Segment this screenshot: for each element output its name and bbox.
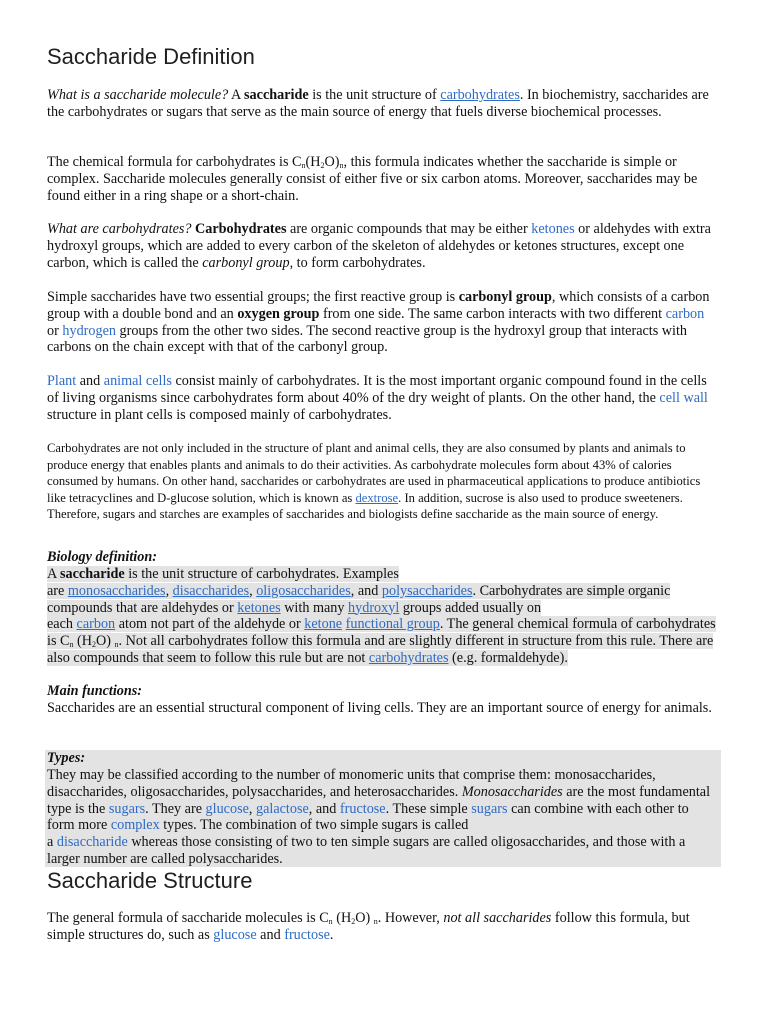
paragraph-general-formula: The general formula of saccharide molecules is $C_n$ $(H_2O)$ $_n$. However, not all saccharides follow this formula, but simple structures do, such as glucose and fructose. <box>47 910 690 943</box>
link-disaccharides[interactable]: disaccharides <box>172 582 250 599</box>
link-galactose[interactable]: galactose <box>255 800 309 817</box>
link-ketones-bio[interactable]: ketones <box>237 599 281 616</box>
link-functional-group[interactable]: functional group <box>345 616 440 633</box>
link-hydroxyl[interactable]: hydroxyl <box>348 599 400 616</box>
link-carbon-bio[interactable]: carbon <box>76 616 116 633</box>
link-disaccharide[interactable]: disaccharide <box>56 834 128 851</box>
link-glucose[interactable]: glucose <box>205 800 249 817</box>
question-text: What are carbohydrates? <box>47 221 192 237</box>
paragraph-chemical-formula: The chemical formula for carbohydrates is $C_n(H_2O)_n$, this formula indicates whether the saccharide is simple or complex. Saccharide molecules generally consist of either five or six carbon atoms. Moreover, saccharides may be found either in a ring shape or a short-chain. <box>47 154 698 204</box>
main-functions-heading: Main functions: <box>47 683 143 699</box>
biology-definition-heading: Biology definition: <box>47 549 157 565</box>
link-fructose[interactable]: fructose <box>339 800 386 817</box>
paragraph-saccharide-molecule: What is a saccharide molecule? A saccharide is the unit structure of carbohydrates. In biochemistry, saccharides are the carbohydrates or sugars that serve as the main source of energy that fuels diverse biochemical processes. <box>47 87 709 120</box>
link-carbohydrates[interactable]: carbohydrates <box>440 87 520 103</box>
link-carbon[interactable]: carbon <box>665 305 705 322</box>
link-sugars-2[interactable]: sugars <box>471 800 508 817</box>
link-dextrose[interactable]: dextrose <box>355 490 399 505</box>
paragraph-carbohydrate-uses: Carbohydrates are not only included in the structure of plant and animal cells, they are also consumed by plants and animals to produce energy that enables plants and animals to do their activities. As carbohydrate molecules form about 43% of calories consumed by humans. On other hand, saccharides or carbohydrates are used in pharmaceutical applications to produce antibiotics like tetracyclines and D-glucose solution, which is known as dextrose. In addition, sucrose is also used to produce sweeteners. Therefore, sugars and starches are examples of saccharides and biologists define saccharide as the main source of energy. <box>47 441 701 521</box>
question-text: What is a saccharide molecule? <box>47 87 229 103</box>
link-plant[interactable]: Plant <box>47 373 77 389</box>
link-ketones[interactable]: ketones <box>531 221 575 237</box>
link-hydrogen[interactable]: hydrogen <box>62 322 116 339</box>
link-ketone[interactable]: ketone <box>304 616 343 633</box>
link-fructose-structure[interactable]: fructose <box>284 926 330 943</box>
link-carbohydrates-bio[interactable]: carbohydrates <box>368 649 449 666</box>
link-monosaccharides[interactable]: monosaccharides <box>67 582 166 599</box>
main-functions-text: Saccharides are an essential structural component of living cells. They are an important source of energy for animals. <box>47 700 712 716</box>
link-polysaccharides[interactable]: polysaccharides <box>381 582 473 599</box>
link-complex[interactable]: complex <box>110 817 160 834</box>
biology-definition-text: A saccharide is the unit structure of carbohydrates. Examples are monosaccharides, disaccharides, oligosaccharides, and polysaccharides. Carbohydrates are simple organic compounds that are aldehydes or ketones with many hydroxyl groups added usually on each carbon atom not part of the aldehyde or ketone functional group. The general chemical formula of carbohydrates is $C_n$ $(H_2O)$ $_n$. Not all carbohydrates follow this formula and are slightly different in structure from this rule. There are also compounds that seem to follow this rule but are not carbohydrates (e.g. formaldehyde). <box>47 566 716 666</box>
link-oligosaccharides[interactable]: oligosaccharides <box>256 582 351 599</box>
link-animal-cells[interactable]: animal cells <box>103 373 172 389</box>
paragraph-reactive-groups: Simple saccharides have two essential groups; the first reactive group is carbonyl group, which consists of a carbon group with a double bond and an oxygen group from one side. The same carbon interacts with two different carbon or hydrogen groups from the other two sides. The second reactive group is the hydroxyl group that interacts with carbons on the chain except with that of the carbonyl group. <box>47 289 710 356</box>
link-glucose-structure[interactable]: glucose <box>213 926 257 943</box>
link-sugars[interactable]: sugars <box>108 800 146 817</box>
types-text: They may be classified according to the number of monomeric units that comprise them: monosaccharides, disaccharides, oligosaccharides, polysaccharides, and heterosaccharides. Monosaccharides are the most fundamental type is the sugars. They are glucose, galactose, and fructose. These simple sugars can combine with each other to form more complex types. The combination of two simple sugars is called a disaccharide whereas those consisting of two to ten simple sugars are called oligosaccharides, and those with a larger number are called polysaccharides. <box>47 767 711 867</box>
paragraph-what-are-carbohydrates: What are carbohydrates? Carbohydrates are organic compounds that may be either ketones or aldehydes with extra hydroxyl groups, which are added to every carbon of the skeleton of aldehydes or ketones structures, except one carbon, which is called the carbonyl group, to form carbohydrates. <box>47 221 711 271</box>
link-cell-wall[interactable]: cell wall <box>659 389 708 406</box>
paragraph-plant-animal-cells: Plant and animal cells consist mainly of carbohydrates. It is the most important organic compound found in the cells of living organisms since carbohydrates form about 40% of the dry weight of plants. On the other hand, the cell wall structure in plant cells is composed mainly of carbohydrates. <box>47 373 708 423</box>
section-title-definition: Saccharide Definition <box>47 44 255 69</box>
section-title-structure: Saccharide Structure <box>47 868 253 893</box>
types-heading: Types: <box>47 750 86 766</box>
